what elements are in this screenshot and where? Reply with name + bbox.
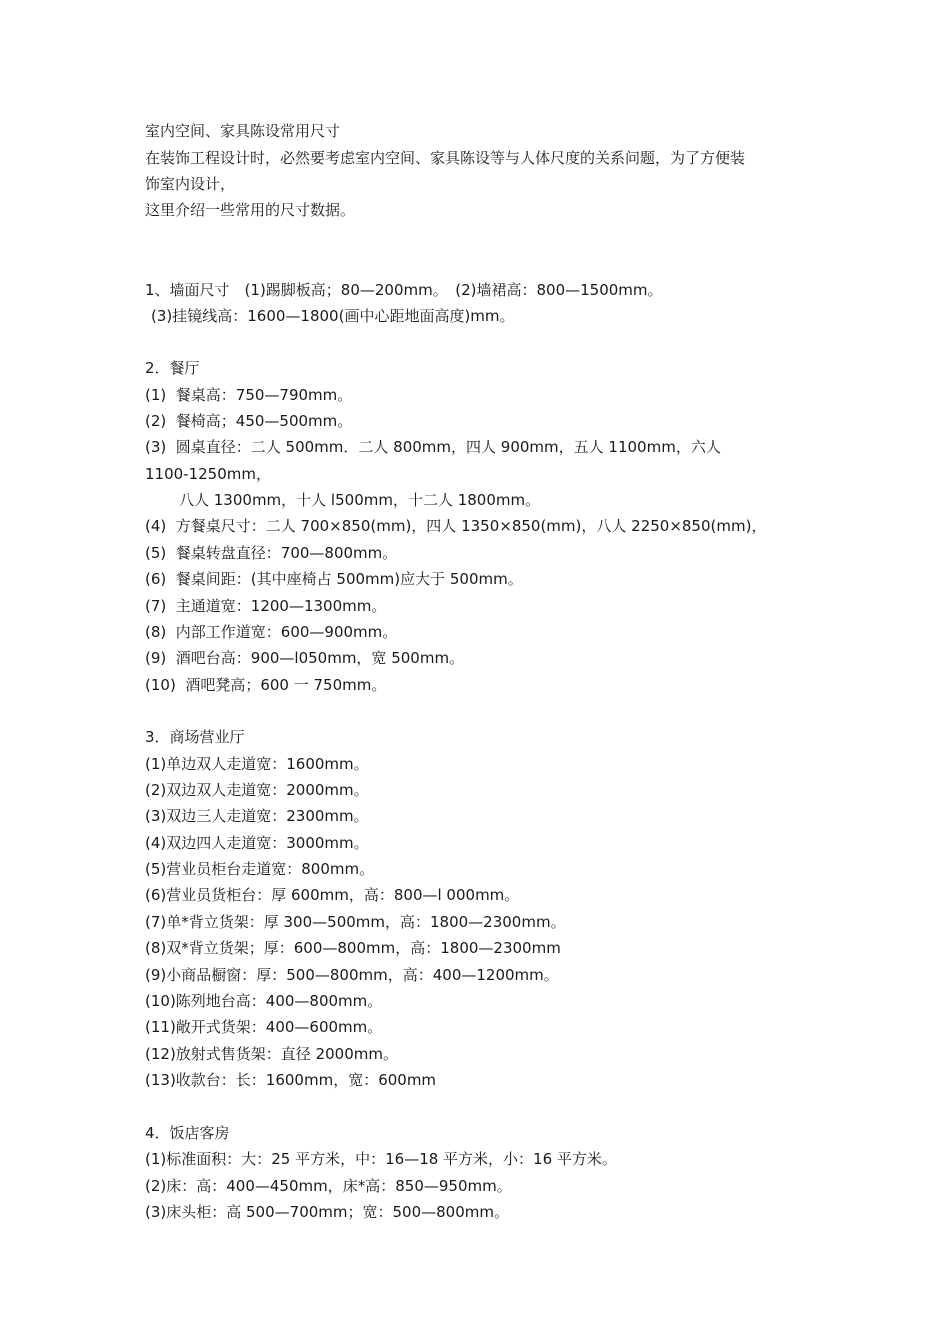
list-item: (1)标准面积：大：25 平方米，中：16—18 平方米，小：16 平方米。 — [145, 1150, 617, 1168]
list-item: (5)营业员柜台走道宽：800mm。 — [145, 860, 375, 878]
list-item: (8)双*背立货架；厚：600—800mm，高：1800—2300mm — [145, 939, 561, 957]
list-item: (2)双边双人走道宽：2000mm。 — [145, 781, 369, 799]
list-item: (10) 酒吧凳高；600 一 750mm。 — [145, 676, 387, 694]
list-item: (6)营业员货柜台：厚 600mm，高：800—l 000mm。 — [145, 886, 520, 904]
list-item: (5) 餐桌转盘直径：700—800mm。 — [145, 544, 398, 562]
intro-line-3: 这里介绍一些常用的尺寸数据。 — [145, 201, 356, 219]
list-item: (2) 餐椅高；450—500mm。 — [145, 412, 353, 430]
list-item: (11)敞开式货架：400—600mm。 — [145, 1018, 383, 1036]
list-item: (1) 餐桌高：750—790mm。 — [145, 386, 353, 404]
list-item: (7)单*背立货架：厚 300—500mm，高：1800—2300mm。 — [145, 913, 566, 931]
doc-title: 室内空间、家具陈设常用尺寸 — [145, 122, 341, 140]
section-heading-hotel-room: 4．饭店客房 — [145, 1124, 230, 1142]
list-item: 1100-1250mm， — [145, 465, 271, 483]
list-item: (13)收款台：长：1600mm，宽：600mm — [145, 1071, 437, 1089]
list-item: (3)床头柜：高 500—700mm；宽：500—800mm。 — [145, 1203, 509, 1221]
list-item: (12)放射式售货架：直径 2000mm。 — [145, 1045, 398, 1063]
list-item: (9)小商品橱窗：厚：500—800mm，高：400—1200mm。 — [145, 966, 559, 984]
list-item: (1)单边双人走道宽：1600mm。 — [145, 755, 369, 773]
list-item: (3)双边三人走道宽：2300mm。 — [145, 807, 369, 825]
intro-line-1: 在装饰工程设计时，必然要考虑室内空间、家具陈设等与人体尺度的关系问题，为了方便装 — [145, 149, 746, 167]
wall-section-line-2: (3)挂镜线高：1600—1800(画中心距地面高度)mm。 — [151, 307, 515, 325]
list-item: 八人 1300mm，十人 l500mm，十二人 1800mm。 — [179, 491, 541, 509]
list-item: (6) 餐桌间距：(其中座椅占 500mm)应大于 500mm。 — [145, 570, 523, 588]
list-item: (8) 内部工作道宽：600—900mm。 — [145, 623, 398, 641]
list-item: (4)双边四人走道宽：3000mm。 — [145, 834, 369, 852]
list-item: (9) 酒吧台高：900—l050mm，宽 500mm。 — [145, 649, 465, 667]
wall-section-line-1: 1、墙面尺寸 (1)踢脚板高；80—200mm。 (2)墙裙高：800—1500mm。 — [145, 281, 663, 299]
list-item: (4) 方餐桌尺寸：二人 700×850(mm)，四人 1350×850(mm)，八人 2250×850(mm)， — [145, 517, 767, 535]
list-item: (3) 圆桌直径：二人 500mm．二人 800mm，四人 900mm，五人 1100mm，六人 — [145, 438, 721, 456]
list-item: (2)床：高：400—450mm，床*高：850—950mm。 — [145, 1177, 512, 1195]
list-item: (10)陈列地台高：400—800mm。 — [145, 992, 383, 1010]
list-item: (7) 主通道宽：1200—1300mm。 — [145, 597, 387, 615]
section-heading-restaurant: 2．餐厅 — [145, 359, 200, 377]
intro-line-2: 饰室内设计， — [145, 175, 236, 193]
section-heading-mall: 3．商场营业厅 — [145, 728, 245, 746]
